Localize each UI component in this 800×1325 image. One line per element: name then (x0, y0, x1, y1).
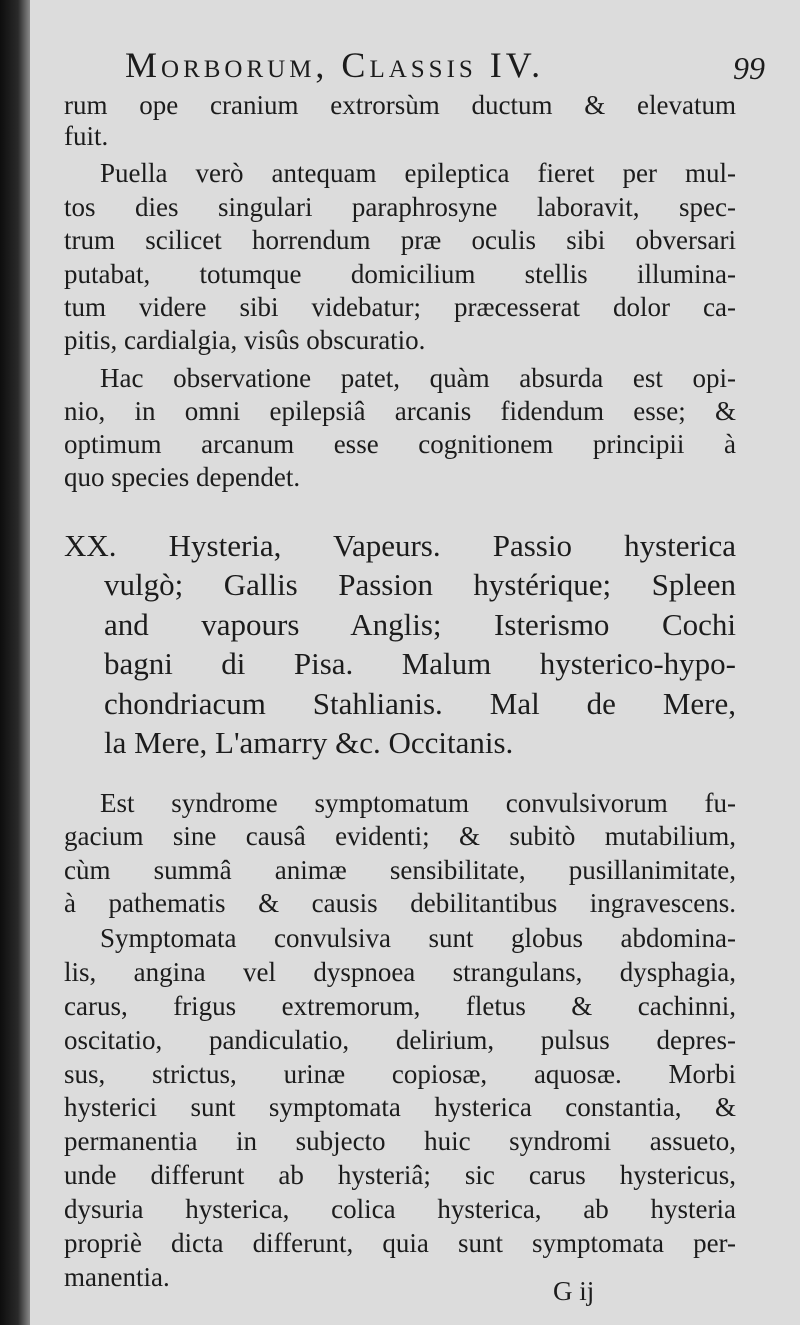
running-title: Morborum, Classis IV. (125, 45, 545, 85)
text-line: pitis, cardialgia, visûs obscuratio. (64, 325, 426, 355)
section-title-line: bagni di Pisa. Malum hysterico-hypo- (104, 646, 736, 681)
signature-mark: G ij (553, 1276, 595, 1306)
text-line: cùm summâ animæ sensibilitate, pusillanimitate, (64, 855, 736, 885)
text-line: Puella verò antequam epileptica fieret per mul- (100, 158, 736, 188)
text-line: tos dies singulari paraphrosyne laboravit, spec- (64, 192, 736, 222)
scan-edge (0, 0, 30, 1325)
text-line: Symptomata convulsiva sunt globus abdomina- (100, 923, 736, 953)
text-line: propriè dicta differunt, quia sunt symptomata per- (64, 1228, 736, 1258)
text-line: hysterici sunt symptomata hysterica constantia, & (64, 1092, 736, 1122)
text-line: permanentia in subjecto huic syndromi assueto, (64, 1126, 736, 1156)
text-line: à pathematis & causis debilitantibus ingravescens. (64, 888, 736, 918)
text-line: trum scilicet horrendum præ oculis sibi obversari (64, 225, 736, 255)
text-line: oscitatio, pandiculatio, delirium, pulsus depres- (64, 1025, 736, 1055)
text-line: unde differunt ab hysteriâ; sic carus hystericus, (64, 1160, 736, 1190)
section-title-line: XX. Hysteria, Vapeurs. Passio hysterica (64, 528, 736, 563)
text-line: putabat, totumque domicilium stellis illumina- (64, 259, 736, 289)
text-line: lis, angina vel dyspnoea strangulans, dysphagia, (64, 957, 736, 987)
text-line: Hac observatione patet, quàm absurda est opi- (100, 363, 736, 393)
section-title-line: chondriacum Stahlianis. Mal de Mere, (104, 686, 736, 721)
text-line: tum videre sibi videbatur; præcesserat dolor ca- (64, 292, 736, 322)
text-line: manentia. (64, 1262, 170, 1292)
text-line: sus, strictus, urinæ copiosæ, aquosæ. Morbi (64, 1059, 736, 1089)
text-line: nio, in omni epilepsiâ arcanis fidendum esse; & (64, 396, 736, 426)
text-line: gacium sine causâ evidenti; & subitò mutabilium, (64, 821, 736, 851)
section-title-line: and vapours Anglis; Isterismo Cochi (104, 607, 736, 642)
text-line: optimum arcanum esse cognitionem principii à (64, 429, 736, 459)
text-line: rum ope cranium extrorsùm ductum & elevatum (64, 90, 736, 120)
text-line: fuit. (64, 121, 109, 151)
text-line: quo species dependet. (64, 462, 301, 492)
page-header (125, 44, 765, 94)
text-line: carus, frigus extremorum, fletus & cachinni, (64, 991, 736, 1021)
section-title-line: la Mere, L'amarry &c. Occitanis. (104, 725, 514, 760)
text-line: dysuria hysterica, colica hysterica, ab hysteria (64, 1194, 736, 1224)
section-title-line: vulgò; Gallis Passion hystérique; Spleen (104, 567, 736, 602)
text-line: Est syndrome symptomatum convulsivorum fu- (100, 788, 736, 818)
page-number: 99 (733, 50, 765, 86)
